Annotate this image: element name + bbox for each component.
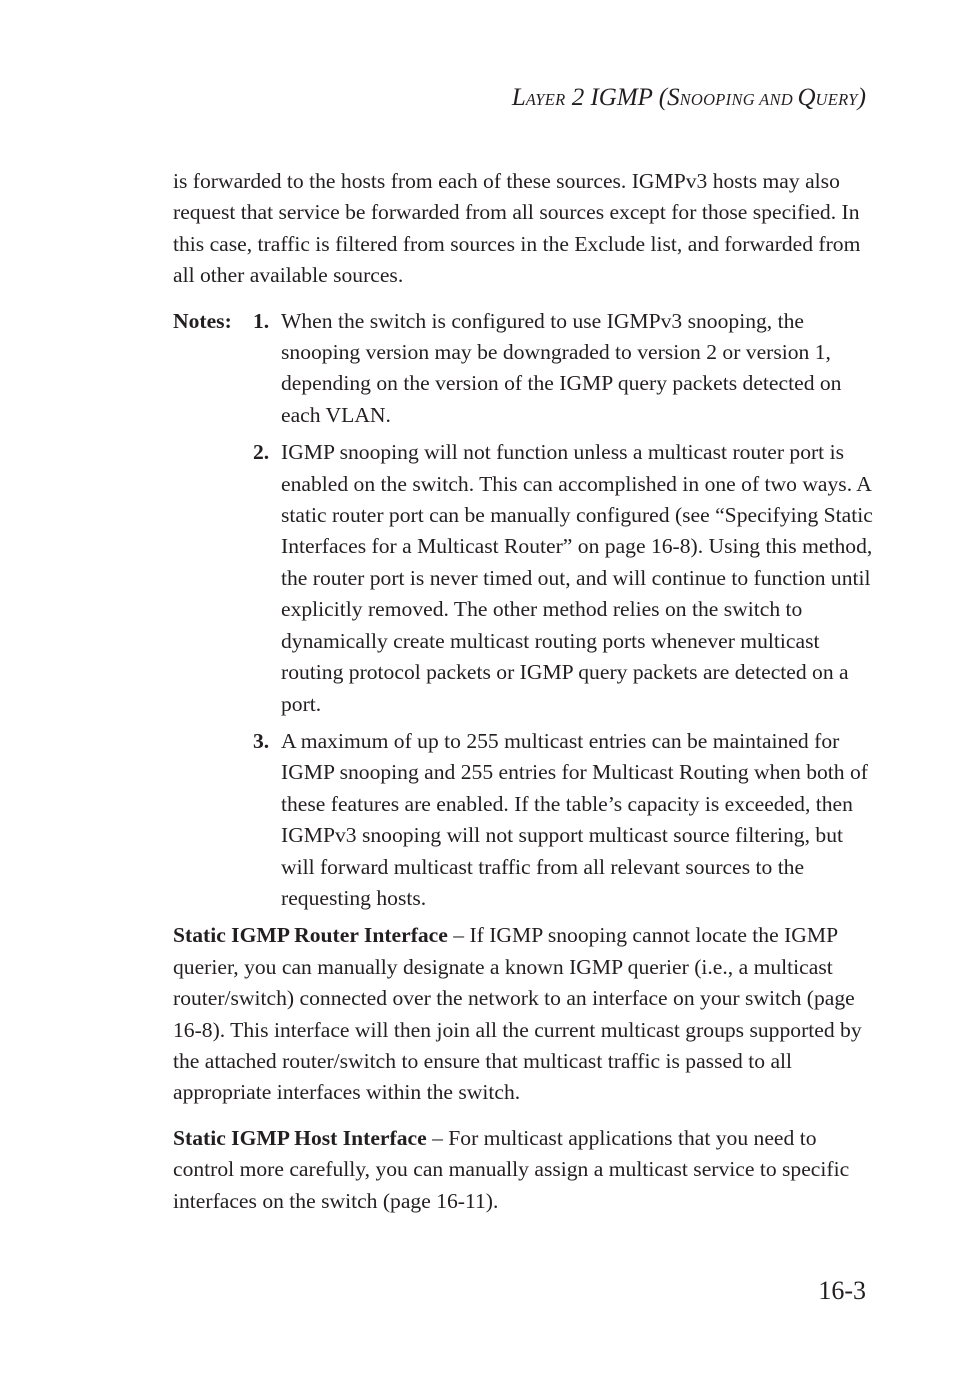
- header-sc-and: AND: [755, 90, 798, 109]
- section-text: – If IGMP snooping cannot locate the IGMP querier, you can manually designate a known IGMP querier (i.e., a multicast router/switch) connected over the network to an interface on your switch (page 16-8). This interface will then join all the current multicast groups supported by the attached router/switch to ensure that multicast traffic is passed to all appropriate interfaces within the switch.: [173, 923, 862, 1105]
- note-number: 1.: [253, 308, 270, 333]
- header-cap-q: Q: [797, 84, 816, 111]
- section-term: Static IGMP Host Interface: [173, 1125, 427, 1150]
- header-sc-nooping: NOOPING: [679, 90, 755, 109]
- header-sc-ayer: AYER: [525, 90, 566, 109]
- note-text: A maximum of up to 255 multicast entries can be maintained for IGMP snooping and 255 entries for Multicast Routing when both of these features are enabled. If the table’s capacity is exceeded, then IGMPv3 snooping will not support multicast source filtering, but will forward multicast traffic from all relevant sources to the requesting hosts.: [281, 728, 868, 910]
- header-sc-uery: UERY: [815, 90, 858, 109]
- note-item: [173, 437, 873, 720]
- notes-block: [173, 306, 873, 915]
- notes-label: Notes:: [173, 308, 232, 333]
- static-router-interface-paragraph: [173, 920, 873, 1108]
- section-text: – For multicast applications that you need to control more carefully, you can manually assign a multicast service to specific interfaces on the switch (page 16-11).: [173, 1125, 850, 1213]
- header-cap-s: S: [667, 84, 680, 111]
- header-cap-l: L: [511, 84, 526, 111]
- running-header: [512, 82, 866, 116]
- note-text: IGMP snooping will not function unless a multicast router port is enabled on the switch. This can accomplished in one of two ways. A static router port can be manually configured (see “Specifying Static Interfaces for a Multicast Router” on page 16-8). Using this method, the router port is never timed out, and will continue to function until explicitly removed. The other method relies on the switch to dynamically create multicast routing ports whenever multicast routing protocol packets or IGMP query packets are detected on a port.: [281, 440, 873, 716]
- note-text: When the switch is configured to use IGMPv3 snooping, the snooping version may be downgraded to version 2 or version 1, depending on the version of the IGMP query packets detected on each VLAN.: [281, 308, 842, 427]
- note-item: [173, 726, 873, 914]
- intro-paragraph: is forwarded to the hosts from each of these sources. IGMPv3 hosts may also request that service be forwarded from all sources except for those specified. In this case, traffic is filtered from sources in the Exclude list, and forwarded from all other available sources.: [173, 169, 861, 288]
- note-item: [173, 306, 873, 432]
- header-close: ): [857, 84, 866, 111]
- static-host-interface-paragraph: [173, 1123, 873, 1217]
- page-body: [173, 166, 873, 1217]
- section-term: Static IGMP Router Interface: [173, 923, 448, 948]
- note-number: 3.: [253, 728, 270, 753]
- page-number: 16-3: [818, 1276, 866, 1305]
- note-number: 2.: [253, 440, 270, 465]
- header-mid: 2 IGMP (: [565, 84, 668, 111]
